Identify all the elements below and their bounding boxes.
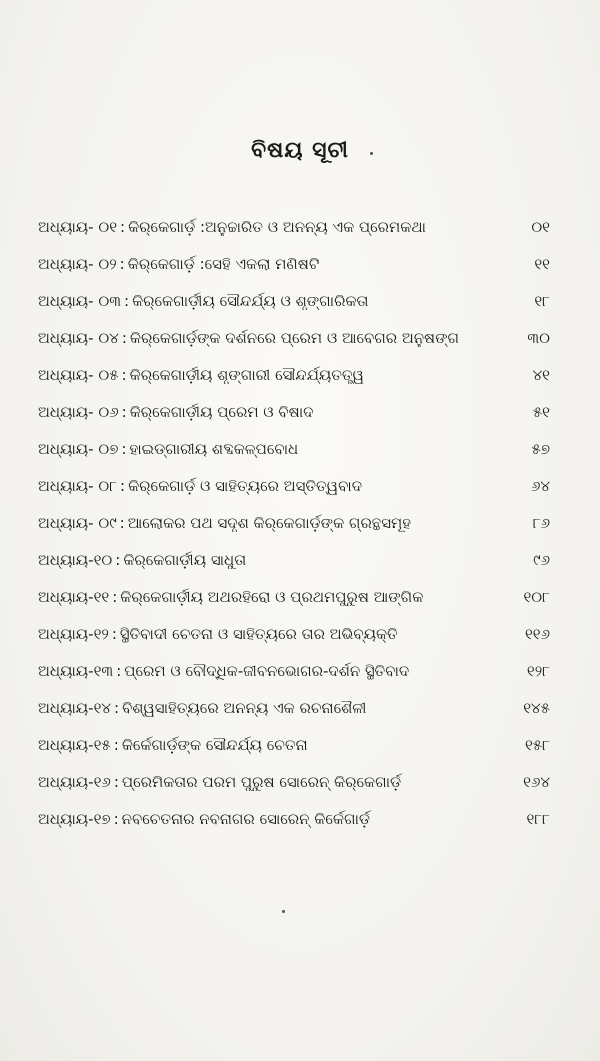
chapter-separator: : bbox=[120, 477, 126, 495]
page-number: ୧୫୮ bbox=[524, 736, 550, 754]
chapter-title: କିର୍‌କେଗାର୍ଡ଼ :ସେହି ଏକଲା ମଣିଷଟି bbox=[127, 255, 320, 273]
chapter-number: ଅଧ୍ୟାୟ- ୦୮ bbox=[38, 477, 118, 495]
chapter-title: ବିଶ୍ୱସାହିତ୍ୟରେ ଅନନ୍ୟ ଏକ ରଚନାଶୈଳୀ bbox=[122, 699, 367, 717]
chapter-number: ଅଧ୍ୟାୟ-୧୦ bbox=[38, 551, 113, 569]
chapter-number: ଅଧ୍ୟାୟ- ୦୪ bbox=[38, 329, 119, 347]
chapter-number: ଅଧ୍ୟାୟ-୧୬ bbox=[38, 773, 111, 791]
chapter-separator: : bbox=[114, 699, 120, 717]
chapter-number: ଅଧ୍ୟାୟ-୧୪ bbox=[38, 699, 112, 717]
page-number: ୪୧ bbox=[532, 366, 550, 384]
toc-entry bbox=[30, 255, 550, 292]
toc-entry bbox=[30, 329, 550, 366]
page-number: ୯୬ bbox=[533, 551, 550, 569]
chapter-separator: : bbox=[124, 292, 130, 310]
chapter-separator: : bbox=[120, 218, 126, 236]
chapter-separator: : bbox=[115, 551, 121, 569]
chapter-separator: : bbox=[121, 403, 127, 421]
chapter-title: କିର୍‌କେଗାର୍ଡ଼ୀୟ ପ୍ରେମ ଓ ବିଷାଦ bbox=[129, 403, 314, 421]
toc-entry bbox=[30, 773, 550, 810]
chapter-title: କିର୍‌କେଗାର୍ଡ଼ୀୟ ଅଥରହିରୋ ଓ ପ୍ରଥମପୁରୁଷ ଆଙ୍ଗିକ bbox=[120, 588, 424, 606]
chapter-number: ଅଧ୍ୟାୟ-୧୧ bbox=[38, 588, 110, 606]
chapter-title: କିର୍‌କେଗାର୍ଡ଼ ଓ ସାହିତ୍ୟରେ ଅସ୍ତିତ୍ୱବାଦ bbox=[128, 477, 363, 495]
page-number: ୧୨୮ bbox=[526, 662, 550, 680]
chapter-number: ଅଧ୍ୟାୟ-୧୩ bbox=[38, 662, 114, 680]
page-number: ୧୮୮ bbox=[526, 810, 550, 828]
toc-entry bbox=[30, 625, 550, 662]
toc-entry bbox=[30, 366, 550, 403]
toc-entry bbox=[30, 403, 550, 440]
chapter-number: ଅଧ୍ୟାୟ- ୦୬ bbox=[38, 403, 119, 421]
toc-entry bbox=[30, 736, 550, 773]
chapter-title: କିର୍କେଗାର୍ଡ଼ଙ୍କ ସୌନ୍ଦର୍ଯ୍ୟ ଚେତନା bbox=[121, 736, 308, 754]
page-number: ୩୦ bbox=[527, 329, 550, 347]
page-number: ୧୮ bbox=[534, 292, 550, 310]
chapter-separator: : bbox=[112, 588, 118, 606]
chapter-title: କିର୍‌କେଗାର୍ଡ଼ୀୟ ସୌନ୍ଦର୍ଯ୍ୟ ଓ ଶୃଙ୍ଗାରିକତା bbox=[132, 292, 369, 310]
chapter-title: ନବଚେତନାର ନବନାଗର ସୋରେନ୍ କିର୍କେଗାର୍ଡ଼ bbox=[121, 810, 371, 828]
page-number: ୬୪ bbox=[530, 477, 550, 495]
chapter-title: ହାଇଡ୍‌ଗାରୀୟ ଶବ୍ଦକଳ୍ପବୋଧ bbox=[129, 440, 299, 458]
print-speck bbox=[370, 152, 373, 155]
chapter-number: ଅଧ୍ୟାୟ-୧୭ bbox=[38, 810, 111, 828]
page-number: ୫୧ bbox=[532, 403, 550, 421]
chapter-separator: : bbox=[113, 810, 119, 828]
page-number: ୫୭ bbox=[531, 440, 550, 458]
toc-entry bbox=[30, 662, 550, 699]
chapter-number: ଅଧ୍ୟାୟ-୧୨ bbox=[38, 625, 109, 643]
chapter-number: ଅଧ୍ୟାୟ- ୦୧ bbox=[38, 218, 118, 236]
toc-entry bbox=[30, 440, 550, 477]
table-of-contents bbox=[30, 218, 550, 847]
chapter-separator: : bbox=[113, 736, 119, 754]
chapter-title: କିର୍‌କେଗାର୍ଡ଼ଙ୍କ ଦର୍ଶନରେ ପ୍ରେମ ଓ ଆବେଗର ଅନୁଷଙ୍ଗ bbox=[129, 329, 460, 347]
chapter-title: କିର୍‌କେଗାର୍ଡ଼ :ଅନୁଚ୍ଚାରିତ ଓ ଅନନ୍ୟ ଏକ ପ୍ରେମକଥା bbox=[128, 218, 426, 236]
chapter-separator: : bbox=[121, 366, 127, 384]
page-number: ୧୧୬ bbox=[524, 625, 550, 643]
print-speck bbox=[282, 910, 285, 913]
chapter-separator: : bbox=[119, 514, 125, 532]
page-number: ୧୦୮ bbox=[523, 588, 550, 606]
chapter-title: କିର୍‌କେଗାର୍ଡ଼ୀୟ ସାଧୁତା bbox=[123, 551, 247, 569]
toc-entry bbox=[30, 477, 550, 514]
toc-entry bbox=[30, 551, 550, 588]
chapter-title: କିର୍‌କେଗାର୍ଡ଼ୀୟ ଶୃଙ୍ଗାରୀ ସୌନ୍ଦର୍ଯ୍ୟତତ୍ତ୍ୱ bbox=[129, 366, 364, 384]
page-number: ୮୬ bbox=[532, 514, 550, 532]
page-number: ୧୬୪ bbox=[523, 773, 550, 791]
toc-entry bbox=[30, 588, 550, 625]
chapter-number: ଅଧ୍ୟାୟ- ୦୩ bbox=[38, 292, 121, 310]
page-title: ବିଷୟ ସୂଚୀ bbox=[251, 138, 349, 163]
chapter-number: ଅଧ୍ୟାୟ-୧୫ bbox=[38, 736, 111, 754]
toc-entry bbox=[30, 810, 550, 847]
chapter-separator: : bbox=[116, 662, 122, 680]
toc-entry bbox=[30, 514, 550, 551]
page-number: ୧୪୫ bbox=[523, 699, 550, 717]
page-number: ୦୧ bbox=[531, 218, 550, 236]
toc-entry bbox=[30, 218, 550, 255]
toc-entry bbox=[30, 699, 550, 736]
chapter-title: ପ୍ରେମ ଓ ବୌଦ୍ଧିକ-ଜୀବନଭୋଗର-ଦର୍ଶନ ସ୍ଥିତିବାଦ bbox=[124, 662, 410, 680]
chapter-number: ଅଧ୍ୟାୟ- ୦୨ bbox=[38, 255, 117, 273]
chapter-separator: : bbox=[119, 255, 125, 273]
chapter-separator: : bbox=[113, 773, 119, 791]
page-number: ୧୧ bbox=[534, 255, 550, 273]
chapter-separator: : bbox=[111, 625, 117, 643]
chapter-number: ଅଧ୍ୟାୟ- ୦୯ bbox=[38, 514, 117, 532]
chapter-separator: : bbox=[121, 440, 127, 458]
chapter-separator: : bbox=[121, 329, 127, 347]
chapter-title: ପ୍ରେମିକତାର ପରମ ପୁରୁଷ ସୋରେନ୍ କିର୍‌କେଗାର୍ଡ଼ bbox=[121, 773, 402, 791]
chapter-title: ସ୍ଥିତିବାଦୀ ଚେତନା ଓ ସାହିତ୍ୟରେ ତାର ଅଭିବ୍ୟକ୍ତି bbox=[119, 625, 398, 643]
chapter-title: ଆଲୋକର ପଥ ସଦୃଶ କିର୍‌କେଗାର୍ଡ଼ଙ୍କ ଗ୍ରନ୍ଥସମୂହ bbox=[127, 514, 411, 532]
chapter-number: ଅଧ୍ୟାୟ- ୦୫ bbox=[38, 366, 119, 384]
chapter-number: ଅଧ୍ୟାୟ- ୦୭ bbox=[38, 440, 119, 458]
toc-entry bbox=[30, 292, 550, 329]
